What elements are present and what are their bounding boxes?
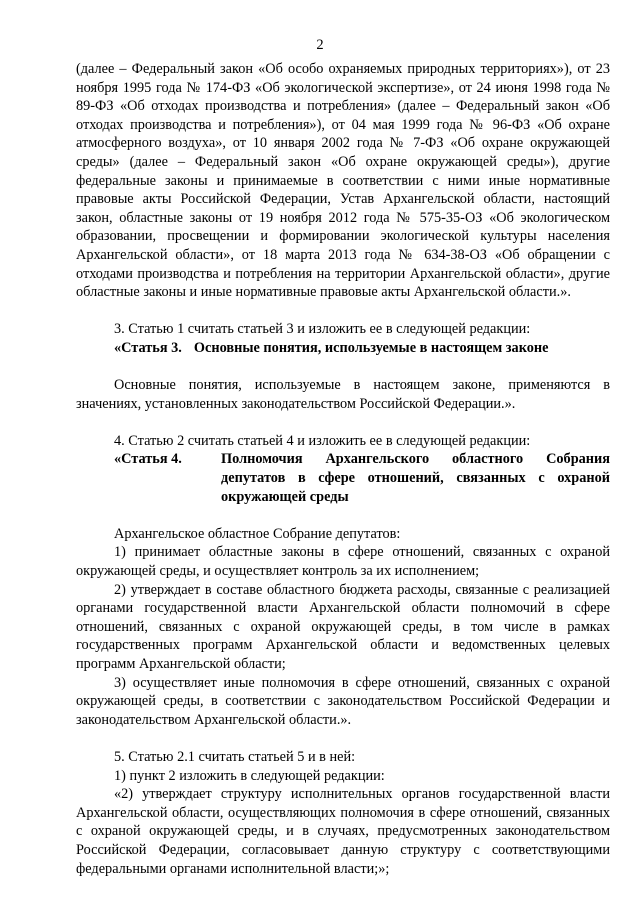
power-item-1: 1) принимает областные законы в сфере отношений, связанных с охраной окружающей среды, и осуществляет контроль за их исполнением; [76,544,610,580]
document-body [76,60,610,878]
amendment-item-5-quote: «2) утверждает структуру исполнительных органов государственной власти Архангельской области, осуществляющих полномочия в сфере отношений, связанных с охраной окружающей среды, и в случаях, предусмотренных законодательством Российской Федерации, согласовывает данную структуру с соответствующими федеральными органами исполнительной власти;»; [76,786,610,877]
article-3-heading [114,339,610,358]
page-number: 2 [316,37,324,53]
intro-paragraph: (далее – Федеральный закон «Об особо охраняемых природных территориях»), от 23 ноября 1995 года № 174-ФЗ «Об экологической экспертизе», от 24 июня 1998 года № 89-ФЗ «Об отходах производства и потребления» (далее – Федеральный закон «Об отходах производства и потребления»), от 04 мая 1999 года № 96-ФЗ «Об охране атмосферного воздуха», от 10 января 2002 года № 7-ФЗ «Об охране окружающей среды» (далее – Федеральный закон «Об охране окружающей среды»), другие федеральные законы и принимаемые в соответствии с ними иные нормативные правовые акты Российской Федерации, Устав Архангельской области, настоящий закон, областные законы от 19 ноября 2012 года № 575-35-ОЗ «Об экологическом образовании, просвещении и формировании экологической культуры населения Архангельской области», от 18 марта 2013 года № 634-38-ОЗ «Об обращении с отходами производства и потребления на территории Архангельской области», другие областные законы и иные нормативные правовые акты Архангельской области.». [76,61,610,301]
paragraph-spacer [76,358,610,377]
power-item-3: 3) осуществляет иные полномочия в сфере отношений, связанных с охраной окружающей среды, в соответствии с законодательством Российской Федерации и законодательством Архангельской области.». [76,674,610,728]
paragraph-spacer [76,413,610,432]
power-item-2: 2) утверждает в составе областного бюджета расходы, связанные с реализацией органами государственной власти Архангельской области полномочий в сфере отношений, связанных с охраной окружающей среды, в том числе в рамках государственных программ Архангельской области и ведомственных целевых программ Архангельской области; [76,581,610,672]
article-4-number: «Статья 4. [114,451,182,468]
article-3-number: «Статья 3. [114,339,182,356]
amendment-item-5-sub-1: 1) пункт 2 изложить в следующей редакции: [114,767,385,784]
article-3-title: Основные понятия, используемые в настоящем законе [193,339,549,356]
assembly-intro: Архангельское областное Собрание депутатов: [114,525,401,542]
paragraph-spacer [76,506,610,525]
paragraph-spacer [76,729,610,748]
amendment-item-4: 4. Статью 2 считать статьей 4 и изложить ее в следующей редакции: [114,432,531,449]
article-3-text: Основные понятия, используемые в настоящем законе, применяются в значениях, установленных законодательством Российской Федерации.». [76,377,610,412]
article-4-heading [114,450,610,506]
paragraph-spacer [76,302,610,321]
amendment-item-5: 5. Статью 2.1 считать статьей 5 и в ней: [114,748,356,765]
article-4-title: Полномочия Архангельского областного Собрания депутатов в сфере отношений, связанных с охраной окружающей среды [221,451,610,505]
amendment-item-3: 3. Статью 1 считать статьей 3 и изложить ее в следующей редакции: [114,321,531,338]
